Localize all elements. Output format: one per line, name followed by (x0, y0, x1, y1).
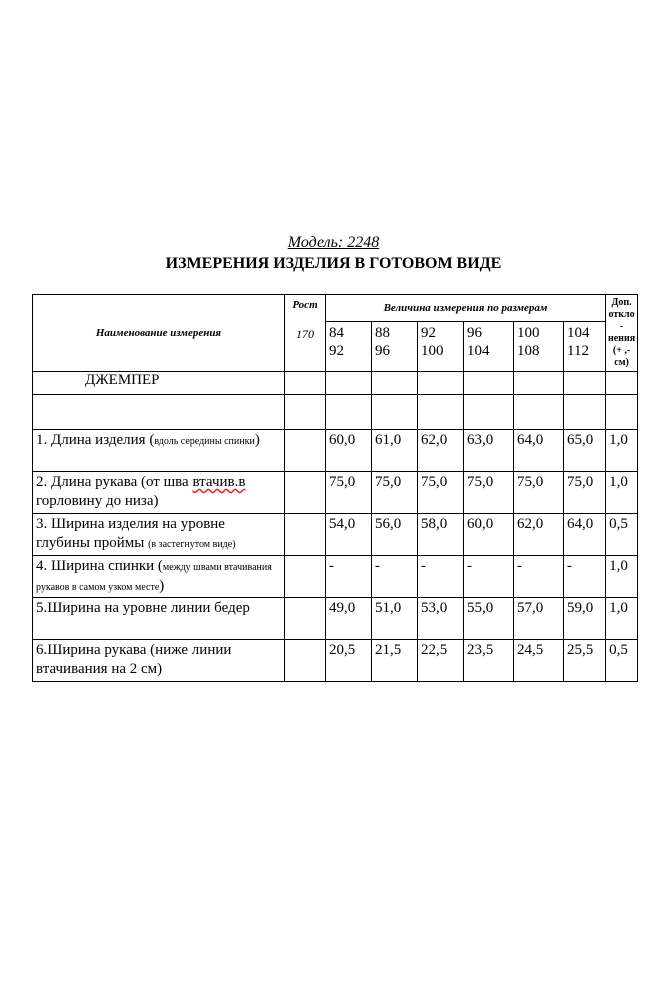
tolerance-line: нения (607, 333, 636, 344)
tolerance-cell: 0,5 (606, 640, 638, 682)
value-cell: - (418, 556, 464, 598)
value-cell: - (372, 556, 418, 598)
rost-cell (285, 598, 326, 640)
value-cell: 51,0 (372, 598, 418, 640)
empty-row (33, 395, 638, 430)
tolerance-line: Доп. (611, 297, 632, 308)
size-bottom: 108 (517, 343, 540, 359)
value-cell: 61,0 (372, 430, 418, 472)
tolerance-cell: 1,0 (606, 556, 638, 598)
size-top: 96 (467, 325, 482, 341)
section-row (33, 372, 638, 395)
rost-cell (285, 640, 326, 682)
value-cell: 59,0 (564, 598, 606, 640)
tolerance-cell: 1,0 (606, 598, 638, 640)
header-row-top (33, 295, 638, 322)
size-top: 104 (567, 325, 590, 341)
measurement-row (33, 430, 638, 472)
size-column-2 (372, 322, 418, 372)
size-column-6 (564, 322, 606, 372)
value-cell: 75,0 (418, 472, 464, 514)
measurement-name: 1. Длина изделия (вдоль середины спинки) (33, 430, 285, 472)
value-cell: 56,0 (372, 514, 418, 556)
size-column-1 (326, 322, 372, 372)
size-column-5 (514, 322, 564, 372)
value-cell: 23,5 (464, 640, 514, 682)
value-cell: 75,0 (464, 472, 514, 514)
tolerance-line: см) (614, 357, 629, 368)
value-cell: 20,5 (326, 640, 372, 682)
value-cell: 75,0 (372, 472, 418, 514)
measurement-row (33, 472, 638, 514)
size-column-4 (464, 322, 514, 372)
value-cell: 75,0 (326, 472, 372, 514)
measurement-table (32, 294, 638, 682)
value-cell: 60,0 (326, 430, 372, 472)
size-bottom: 96 (375, 343, 390, 359)
tolerance-line: - (619, 321, 624, 332)
measurement-row (33, 598, 638, 640)
value-cell: - (514, 556, 564, 598)
rost-label: Рост (292, 299, 318, 311)
measurement-row (33, 640, 638, 682)
size-bottom: 112 (567, 343, 589, 359)
tolerance-line: откло (608, 309, 635, 320)
value-cell: 22,5 (418, 640, 464, 682)
value-cell: 62,0 (418, 430, 464, 472)
value-cell: 21,5 (372, 640, 418, 682)
size-bottom: 100 (421, 343, 444, 359)
measurement-name: 5.Ширина на уровне линии бедер (33, 598, 285, 640)
value-cell: 53,0 (418, 598, 464, 640)
rost-value: 170 (296, 327, 314, 341)
value-cell: - (464, 556, 514, 598)
value-cell: 58,0 (418, 514, 464, 556)
tolerance-line: (+ ,- (612, 345, 631, 356)
value-cell: - (326, 556, 372, 598)
value-cell: 25,5 (564, 640, 606, 682)
size-bottom: 104 (467, 343, 490, 359)
tolerance-cell: 1,0 (606, 472, 638, 514)
measurement-name: 2. Длина рукава (от шва втачив.в горловину до низа) (33, 472, 285, 514)
value-cell: 55,0 (464, 598, 514, 640)
rost-cell (285, 430, 326, 472)
header-name-column: Наименование измерения (33, 295, 285, 372)
header-sizes-title: Величина измерения по размерам (326, 295, 606, 322)
value-cell: 75,0 (564, 472, 606, 514)
model-label: Модель: 2248 (287, 234, 380, 251)
rost-cell (285, 514, 326, 556)
value-cell: 65,0 (564, 430, 606, 472)
size-top: 88 (375, 325, 390, 341)
rost-cell (285, 556, 326, 598)
value-cell: 57,0 (514, 598, 564, 640)
value-cell: 54,0 (326, 514, 372, 556)
value-cell: - (564, 556, 606, 598)
tolerance-cell: 1,0 (606, 430, 638, 472)
size-top: 100 (517, 325, 540, 341)
measurement-name: 6.Ширина рукава (ниже линии втачивания на 2 см) (33, 640, 285, 682)
size-top: 92 (421, 325, 436, 341)
rost-cell (285, 472, 326, 514)
size-top: 84 (329, 325, 344, 341)
measurement-name: 4. Ширина спинки (между швами втачивания рукавов в самом узком месте) (33, 556, 285, 598)
value-cell: 75,0 (514, 472, 564, 514)
measurement-row (33, 556, 638, 598)
document-title: ИЗМЕРЕНИЯ ИЗДЕЛИЯ В ГОТОВОМ ВИДЕ (165, 255, 502, 272)
measurement-name: 3. Ширина изделия на уровне глубины проймы (в застегнутом виде) (33, 514, 285, 556)
measurement-row (33, 514, 638, 556)
value-cell: 24,5 (514, 640, 564, 682)
value-cell: 49,0 (326, 598, 372, 640)
value-cell: 60,0 (464, 514, 514, 556)
value-cell: 63,0 (464, 430, 514, 472)
value-cell: 64,0 (514, 430, 564, 472)
size-bottom: 92 (329, 343, 344, 359)
tolerance-cell: 0,5 (606, 514, 638, 556)
section-label: ДЖЕМПЕР (33, 372, 285, 395)
value-cell: 62,0 (514, 514, 564, 556)
header-rost (285, 295, 326, 372)
value-cell: 64,0 (564, 514, 606, 556)
size-column-3 (418, 322, 464, 372)
header-tolerance (606, 295, 638, 372)
